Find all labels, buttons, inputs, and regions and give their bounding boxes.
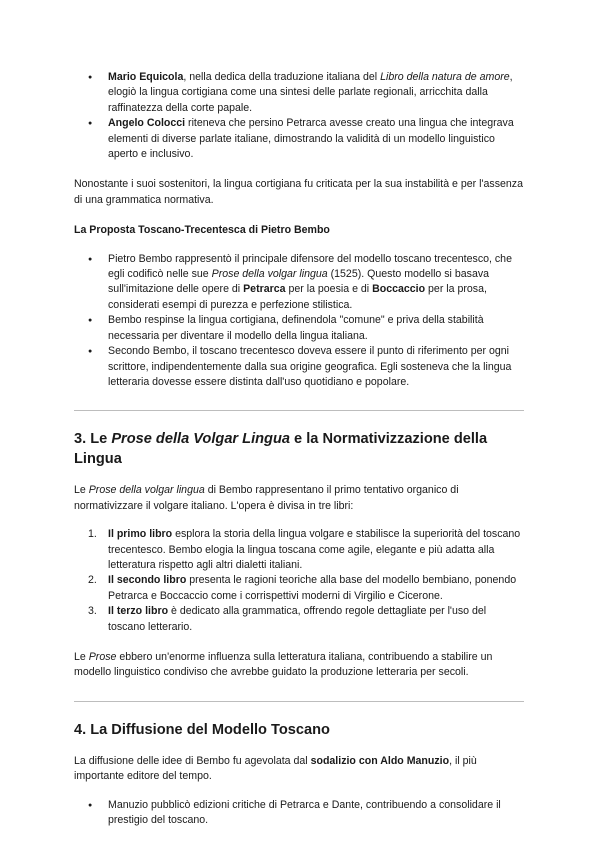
subheading-bembo: La Proposta Toscano-Trecentesca di Pietro Bembo	[74, 224, 330, 237]
para-bold: sodalizio con Aldo Manuzio	[310, 754, 450, 767]
bullet-list-manuzio	[74, 798, 524, 829]
list-item	[74, 604, 524, 635]
book-title: Libro della natura de amore	[380, 71, 510, 83]
bullet-list-sostenitori	[74, 70, 524, 162]
book-title: Prose	[88, 650, 117, 663]
list-item-text: (1525). Questo modello si basava sull'imitazione delle opere di	[108, 268, 490, 296]
name-petrarca: Petrarca	[243, 283, 286, 296]
para-text: La diffusione delle idee di Bembo fu agevolata dal	[74, 754, 311, 767]
para-text: Le	[74, 650, 89, 663]
para-text: ebbero un'enorme influenza sulla letteratura italiana, contribuendo a stabilire un modello linguistico condiviso che avrebbe guidato la produzione letteraria per secoli.	[74, 650, 493, 679]
list-item-text: è dedicato alla grammatica, offrendo regole dettagliate per l'uso del toscano letterario.	[108, 605, 487, 633]
list-item	[74, 116, 524, 162]
section-divider	[74, 410, 524, 411]
list-item	[74, 70, 524, 116]
list-item-text: per la prosa, considerati esempi di purezza e perfezione stilistica.	[108, 283, 487, 311]
para-text: Le	[74, 484, 89, 497]
list-item-bold: Il terzo libro	[108, 605, 169, 618]
list-item	[74, 573, 524, 604]
list-item-text: Pietro Bembo rappresentò il principale difensore del modello toscano trecentesco, che egli codificò nelle sue	[108, 252, 512, 281]
list-item-bold: Il secondo libro	[108, 574, 187, 587]
list-item: ● Manuzio pubblicò edizioni critiche di Petrarca e Dante, contribuendo a consolidare il prestigio del toscano.	[74, 798, 524, 829]
list-item-text: riteneva che persino Petrarca avesse creato una lingua che integrava elementi di diverse parlate italiane, dimostrando la validità di un modello linguistico aperto e inclusivo.	[108, 117, 514, 161]
paragraph-critica: Nonostante i suoi sostenitori, la lingua cortigiana fu criticata per la sua instabilità e per l'assenza di una grammatica normativa.	[74, 178, 523, 206]
section-4-heading	[74, 720, 524, 740]
section-3-intro	[74, 483, 524, 514]
list-item: ● Bembo respinse la lingua cortigiana, definendola "comune" e priva della stabilità necessaria per diventare il modello della lingua italiana.	[74, 313, 524, 344]
section-3-heading	[74, 429, 524, 469]
list-number: 2.	[88, 574, 97, 587]
list-number: 3.	[88, 605, 97, 618]
book-title: Prose della volgar lingua	[211, 268, 328, 281]
list-item-text: , elogiò la lingua cortigiana come una sintesi delle parlate regionali, arricchita dalla raffinatezza della corte papale.	[108, 71, 513, 114]
heading-title-rest: e la Normativizzazione della Lingua	[74, 431, 488, 468]
heading-number: 3. Le	[74, 431, 112, 448]
list-item-text: , nella dedica della traduzione italiana del	[183, 71, 381, 83]
list-item	[74, 252, 524, 314]
name-colocci: Angelo Colocci	[108, 117, 186, 130]
list-number: 1.	[88, 528, 97, 541]
list-item-text: presenta le ragioni teoriche alla base del modello bembiano, ponendo Petrarca e Boccaccio come i corrispettivi moderni di Virgilio e Cicerone.	[108, 574, 517, 602]
para-text: di Bembo rappresentano il primo tentativo organico di normativizzare il volgare italiano. L'opera è divisa in tre libri:	[74, 484, 459, 512]
para-text: , il più importante editore del tempo.	[74, 754, 477, 783]
list-item-text: per la poesia e di	[285, 283, 373, 296]
numbered-list-libri	[74, 527, 524, 635]
section-3-outro	[74, 650, 524, 681]
name-equicola: Mario Equicola	[108, 71, 184, 83]
section-divider	[74, 701, 524, 702]
list-item: ● Secondo Bembo, il toscano trecentesco doveva essere il punto di riferimento per ogni scrittore, indipendentemente dalla sua origine geografica. Egli sosteneva che la lingua letteraria dovesse essere distinta dall'uso quotidiano e popolare.	[74, 344, 524, 390]
list-item-bold: Il primo libro	[108, 528, 173, 541]
list-item-text: esplora la storia della lingua volgare e stabilisce la superiorità del toscano trecentesco. Bembo elogia la lingua toscana come agile, elegante e più adatta alla letteratura rispetto agli altri dialetti italiani.	[108, 528, 521, 571]
bullet-list-bembo	[74, 252, 524, 391]
book-title: Prose della volgar lingua	[88, 484, 205, 497]
heading-title: 4. La Diffusione del Modello Toscano	[74, 721, 330, 738]
section-4-intro	[74, 754, 524, 785]
list-item	[74, 527, 524, 573]
heading-italic-title: Prose della Volgar Lingua	[111, 431, 290, 448]
name-boccaccio: Boccaccio	[372, 283, 426, 296]
